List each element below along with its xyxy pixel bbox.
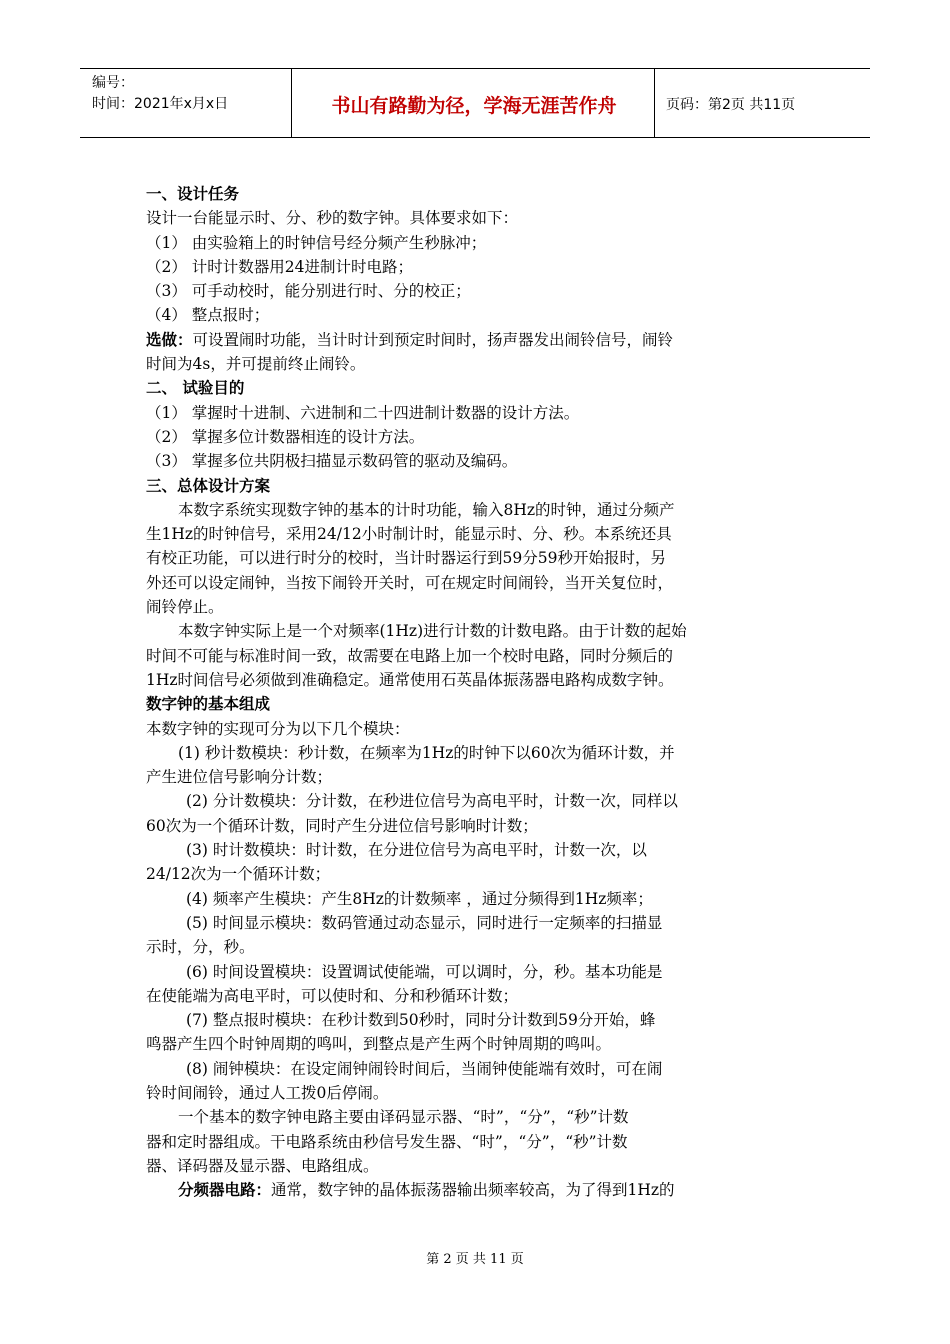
text-line (146, 1008, 808, 1032)
text-line (146, 255, 808, 279)
line-text: （3） 可手动校时，能分别进行时、分的校正； (146, 282, 471, 301)
text-line (146, 352, 808, 376)
line-text: 闹铃停止。 (146, 598, 224, 617)
header-motto: 书山有路勤为径，学海无涯苦作舟 (331, 95, 617, 117)
text-line (146, 1057, 808, 1081)
header-page-number: 页码：第2页 共11页 (666, 97, 796, 113)
header-info (92, 73, 228, 115)
line-text: 数字钟的基本组成 (146, 694, 271, 714)
text-line (146, 1178, 808, 1202)
text-line (146, 231, 808, 255)
section-heading (146, 182, 808, 206)
text-line (146, 449, 808, 473)
text-line (146, 571, 808, 595)
text-line (146, 1105, 808, 1129)
bold-lead-label: 分频器电路： (178, 1180, 272, 1200)
line-text: （2） 计时计数器用24进制计时电路； (146, 257, 414, 276)
line-text: 生1Hz的时钟信号，采用24/12小时制计时，能显示时、分、秒。本系统还具 (146, 525, 672, 544)
text-line (146, 425, 808, 449)
line-text: 一、设计任务 (146, 184, 240, 203)
text-line (146, 498, 808, 522)
section-heading (146, 376, 808, 400)
text-line (146, 741, 808, 765)
line-text: 通常，数字钟的晶体振荡器输出频率较高，为了得到1Hz的 (271, 1181, 675, 1200)
line-text: 二、 试验目的 (146, 378, 245, 398)
line-text: （4） 整点报时； (146, 306, 270, 325)
text-line (146, 862, 808, 886)
line-text: (6) 时间设置模块：设置调试使能端，可以调时，分，秒。基本功能是 (186, 962, 663, 981)
line-text: 60次为一个循环计数，同时产生分进位信号影响时计数； (146, 816, 538, 835)
text-line (146, 911, 808, 935)
text-line (146, 765, 808, 789)
line-text: (3) 时计数模块：时计数，在分进位信号为高电平时，计数一次，以 (186, 841, 647, 860)
line-text: 器和定时器组成。干电路系统由秒信号发生器、“时”，“分”，“秒”计数 (146, 1132, 628, 1151)
text-line (146, 838, 808, 862)
line-text: 时间为4s，并可提前终止闹铃。 (146, 355, 366, 374)
line-text: 铃时间闹铃，通过人工拨0后停闹。 (146, 1083, 389, 1102)
line-text: （2） 掌握多位计数器相连的设计方法。 (146, 427, 425, 446)
section-heading (146, 692, 808, 716)
text-line (146, 935, 808, 959)
line-text: 示时，分，秒。 (146, 938, 255, 957)
line-text: 外还可以设定闹钟，当按下闹铃开关时，可在规定时间闹铃，当开关复位时， (146, 573, 674, 592)
document-body (146, 182, 808, 1202)
text-line (146, 1154, 808, 1178)
text-line (146, 887, 808, 911)
text-line (146, 814, 808, 838)
line-text: (7) 整点报时模块：在秒计数到50秒时，同时分计数到59分开始，蜂 (186, 1011, 656, 1030)
text-line (146, 789, 808, 813)
line-text: 可设置闹时功能，当计时计到预定时间时，扬声器发出闹铃信号，闹铃 (192, 330, 674, 349)
line-text: 产生进位信号影响分计数； (146, 768, 333, 787)
section-heading (146, 474, 808, 498)
line-text: (1) 秒计数模块：秒计数，在频率为1Hz的时钟下以60次为循环计数，并 (178, 743, 675, 762)
line-text: 一个基本的数字钟电路主要由译码显示器、“时”，“分”，“秒”计数 (178, 1108, 629, 1127)
line-text: （1） 掌握时十进制、六进制和二十四进制计数器的设计方法。 (146, 403, 580, 422)
text-line (146, 668, 808, 692)
page-footer: 第 2 页 共 11 页 (426, 1252, 524, 1267)
header-divider (291, 69, 292, 137)
line-text: (4) 频率产生模块：产生8Hz的计数频率 ，通过分频得到1Hz频率； (186, 889, 653, 908)
document-number: 编号： (92, 75, 134, 91)
text-line (146, 1081, 808, 1105)
line-text: 本数字钟的实现可分为以下几个模块： (146, 719, 410, 738)
text-line (146, 717, 808, 741)
text-line (146, 303, 808, 327)
text-line (146, 644, 808, 668)
line-text: 器、译码器及显示器、电路组成。 (146, 1156, 379, 1175)
line-text: 设计一台能显示时、分、秒的数字钟。具体要求如下： (146, 209, 519, 228)
line-text: （1） 由实验箱上的时钟信号经分频产生秒脉冲； (146, 233, 487, 252)
line-text: 本数字系统实现数字钟的基本的计时功能，输入8Hz的时钟，通过分频产 (178, 500, 675, 519)
text-line (146, 1130, 808, 1154)
page-header (80, 68, 870, 138)
text-line (146, 546, 808, 570)
text-line (146, 206, 808, 230)
text-line (146, 619, 808, 643)
text-line (146, 960, 808, 984)
document-date: 时间：2021年x月x日 (92, 96, 229, 112)
header-divider (654, 69, 655, 137)
line-text: (8) 闹钟模块：在设定闹钟闹铃时间后，当闹钟使能端有效时，可在闹 (186, 1059, 663, 1078)
text-line (146, 984, 808, 1008)
text-line (146, 401, 808, 425)
line-text: 本数字钟实际上是一个对频率(1Hz)进行计数的计数电路。由于计数的起始 (178, 622, 687, 641)
line-text: 1Hz时间信号必须做到准确稳定。通常使用石英晶体振荡器电路构成数字钟。 (146, 670, 674, 689)
line-text: 时间不可能与标准时间一致，故需要在电路上加一个校时电路，同时分频后的 (146, 646, 674, 665)
text-line (146, 328, 808, 352)
line-text: 有校正功能，可以进行时分的校时，当计时器运行到59分59秒开始报时，另 (146, 549, 666, 568)
line-text: 在使能端为高电平时，可以使时和、分和秒循环计数； (146, 986, 519, 1005)
line-text: (5) 时间显示模块：数码管通过动态显示，同时进行一定频率的扫描显 (186, 913, 663, 932)
line-text: 三、总体设计方案 (146, 475, 271, 495)
text-line (146, 1032, 808, 1056)
line-text: 鸣器产生四个时钟周期的鸣叫，到整点是产生两个时钟周期的鸣叫。 (146, 1035, 612, 1054)
text-line (146, 522, 808, 546)
line-text: （3） 掌握多位共阴极扫描显示数码管的驱动及编码。 (146, 452, 518, 471)
text-line (146, 595, 808, 619)
line-text: 24/12次为一个循环计数； (146, 865, 331, 884)
text-line (146, 279, 808, 303)
bold-lead-label: 选做： (146, 329, 193, 349)
line-text: (2) 分计数模块：分计数，在秒进位信号为高电平时，计数一次，同样以 (186, 792, 678, 811)
